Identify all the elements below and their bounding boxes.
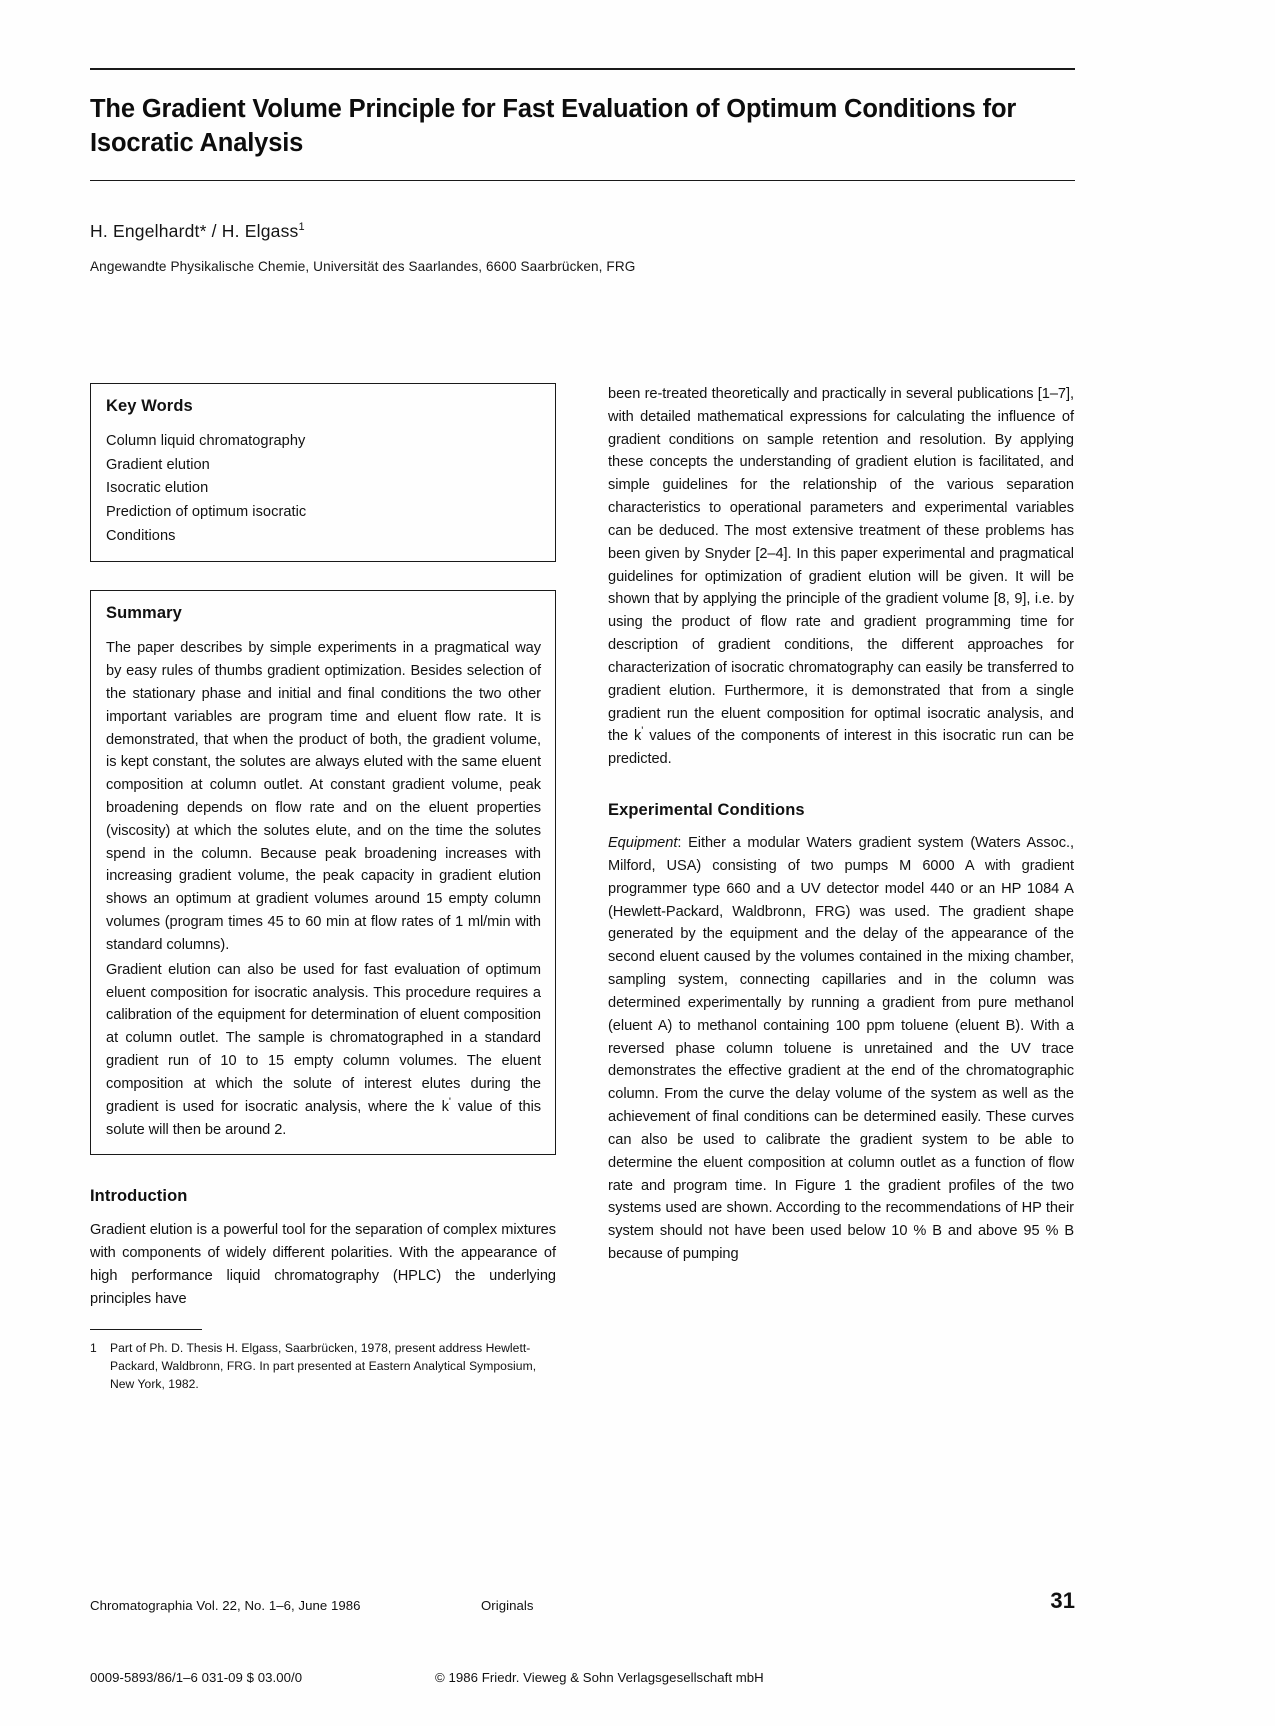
affiliation-line: Angewandte Physikalische Chemie, Universität des Saarlandes, 6600 Saarbrücken, FRG [90,259,636,275]
footer-primary-line [90,1588,1075,1624]
continued-paragraph-text-a: been re-treated theoretically and practically in several publications [1–7], with detailed mathematical expressions for calculating the influence of gradient conditions on sample retention and resolution. By applying these concepts the understanding of gradient elution is facilitated, and simple guidelines for the relationship of the various separation characteristics to operational parameters and experimental variables can be deduced. The most extensive treatment of these problems has been given by Snyder [2–4]. In this paper experimental and pragmatical guidelines for optimization of gradient elution will be given. It will be shown that by applying the principle of the gradient volume [8, 9], i.e. by using the product of flow rate and gradient programming time for description of gradient conditions, the different approaches for characterization of isocratic chromatography can easily be transferred to gradient elution. Furthermore, it is demonstrated that from a single gradient run the eluent composition for optimal isocratic analysis, and the k [608,386,1074,745]
author-line [90,221,1075,242]
footer-journal-citation: Chromatographia Vol. 22, No. 1–6, June 1986 [90,1598,361,1613]
page-footer [90,1588,1075,1694]
continued-introduction-paragraph [608,383,1074,771]
summary-paragraph-1: The paper describes by simple experiments in a pragmatical way by easy rules of thumbs gradient optimization. Besides selection of the stationary phase and initial and final conditions the two other important variables are program time and eluent flow rate. It is demonstrated, that when the product of both, the gradient volume, is kept constant, the solutes are always eluted with the same eluent composition at column outlet. At constant gradient volume, peak broadening depends on flow rate and on the eluent properties (viscosity) at which the solutes elute, and on the time the solutes spend in the column. Because peak broadening increases with increasing gradient volume, the peak capacity in gradient elution shows an optimum at gradient volumes around 15 empty column volumes (program times 45 to 60 min at flow rates of 1 ml/min with standard columns). [106,640,541,953]
right-column [608,383,1074,1393]
experimental-conditions-heading: Experimental Conditions [608,801,805,820]
list-item: Gradient elution [106,456,210,473]
page-number: 31 [1050,1588,1075,1613]
footer-copyright: © 1986 Friedr. Vieweg & Sohn Verlagsgesellschaft mbH [435,1670,764,1685]
list-item: Isocratic elution [106,480,209,497]
key-words-heading: Key Words [106,397,193,415]
footnote-number: 1 [90,1340,97,1355]
equipment-paragraph [608,832,1074,1266]
summary-paragraph-2-text-a: Gradient elution can also be used for fast evaluation of optimum eluent composition for isocratic analysis. This procedure requires a calibration of the equipment for determination of eluent composition at column outlet. The sample is chromatographed in a standard gradient run of 10 to 15 empty column volumes. The eluent composition at which the solute of interest elutes during the gradient is used for isocratic analysis, where the k [106,961,541,1115]
footnote-block [90,1329,556,1393]
continued-paragraph-text-b: values of the components of interest in this isocratic run can be predicted. [608,728,1074,768]
key-words-box [90,383,556,562]
list-item: Conditions [106,527,176,544]
key-words-list [106,430,541,548]
footnote-separator-rule [90,1329,202,1330]
k-prime-symbol: ' [641,725,644,738]
two-column-body [90,383,1075,1393]
summary-paragraph-2-text-b: value of this solute will then be around 2. [106,1098,542,1138]
title-bottom-rule [90,180,1075,181]
equipment-label: Equipment [608,835,678,852]
summary-heading: Summary [106,604,182,623]
introduction-heading: Introduction [90,1187,188,1206]
summary-box [90,590,556,1155]
list-item: Column liquid chromatography [106,433,306,449]
author-names: H. Engelhardt* / H. Elgass [90,221,299,242]
left-column [90,383,556,1393]
footer-secondary-line [90,1670,1075,1694]
title-block [90,68,1075,274]
footer-issn-code: 0009-5893/86/1–6 031-09 $ 03.00/0 [90,1670,303,1685]
introduction-paragraph: Gradient elution is a powerful tool for the separation of complex mixtures with components of widely different polarities. With the appearance of high performance liquid chromatography (HPLC) the underlying principles have [90,1222,556,1307]
list-item: Prediction of optimum isocratic [106,503,307,520]
summary-paragraph-2 [106,959,541,1142]
k-prime-symbol: ' [448,1095,451,1108]
footnote [90,1339,556,1393]
page-title: The Gradient Volume Principle for Fast Evaluation of Optimum Conditions for Isocratic Analysis [90,95,1017,157]
footnote-text: Part of Ph. D. Thesis H. Elgass, Saarbrücken, 1978, present address Hewlett-Packard, Waldbronn, FRG. In part presented at Eastern Analytical Symposium, New York, 1982. [110,1340,537,1392]
top-rule [90,68,1075,70]
author-footnote-marker: 1 [298,221,305,234]
footer-section-label: Originals [481,1598,534,1613]
equipment-text: : Either a modular Waters gradient system (Waters Assoc., Milford, USA) consisting of two pumps M 6000 A with gradient programmer type 660 and a UV detector model 440 or an HP 1084 A (Hewlett-Packard, Waldbronn, FRG) was used. The gradient shape generated by the equipment and the delay of the appearance of the second eluent caused by the volumes contained in the mixing chamber, sampling system, connecting capillaries and in the column was determined experimentally by running a gradient from pure methanol (eluent A) to methanol containing 100 ppm toluene (eluent B). With a reversed phase column toluene is unretained and the UV trace demonstrates the effective gradient at the end of the chromatographic column. From the curve the delay volume of the system as well as the achievement of final conditions can be determined easily. These curves can also be used to calibrate the gradient system to be able to determine the eluent composition at column outlet as a function of flow rate and program time. In Figure 1 the gradient profiles of the two systems used are shown. According to the recommendations of HP their system should not have been used below 10 % B and above 95 % B because of pumping [608,835,1074,1262]
